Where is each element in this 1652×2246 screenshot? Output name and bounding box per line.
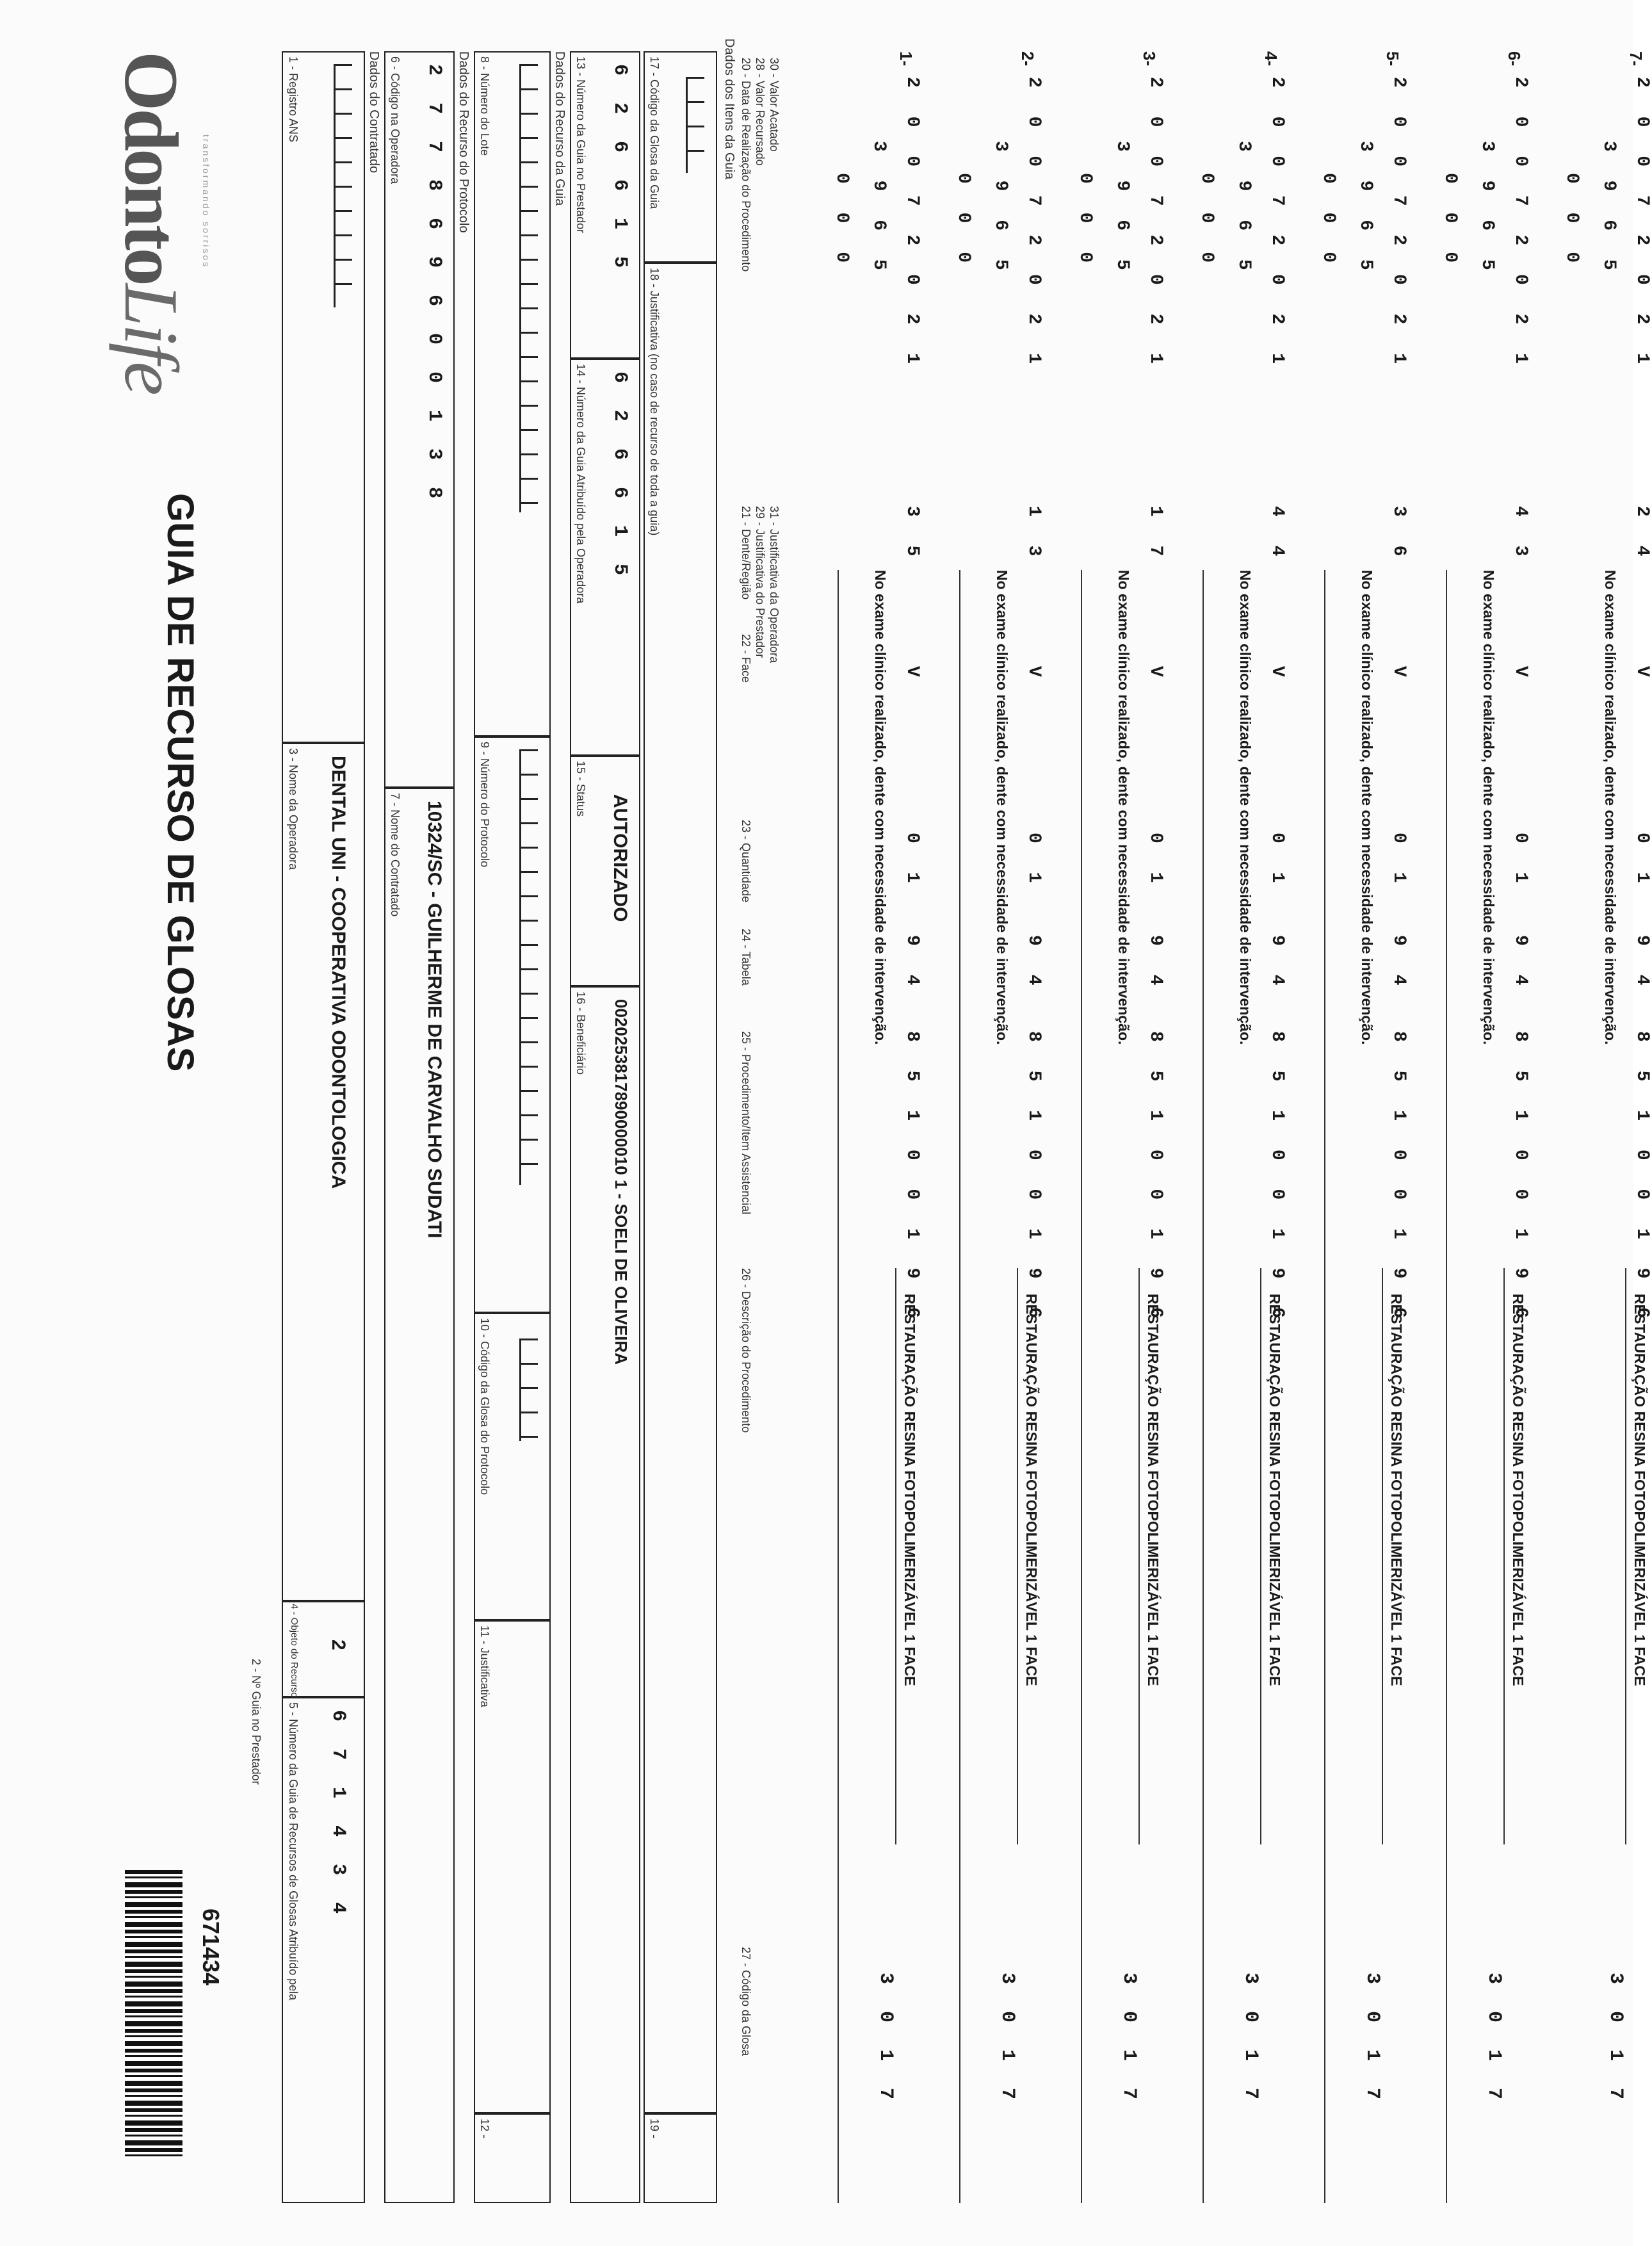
item-proc-code: 8 5 1 0 0 1 9 6 [1632,1031,1652,1328]
item-valor-acatado: 0 0 0 [832,173,852,272]
item-description: RESTAURAÇÃO RESINA FOTOPOLIMERIZÁVEL 1 FACE [1023,1294,1040,1686]
dados-guia-label: Dados do Recurso da Guia [553,51,567,206]
item-line [1503,1268,1505,1844]
item-glosa-code: 3 0 1 7 [875,1973,896,2108]
item-qty: 0 1 [902,833,922,892]
col-27-label: 27 - Código da Glosa [740,1947,752,2056]
codigo-glosa-protocolo-comb [519,1339,538,1441]
item-line [895,1268,896,1844]
nome-contratado-label: 7 - Nome do Contratado [389,793,401,917]
col-31-label: 31 - Justificativa da Operadora [768,506,781,663]
status-label: 15 - Status [574,761,587,817]
odontolife-logo: OdontoLife [109,51,194,393]
item-line [838,570,839,2203]
objeto-value: 2 [328,1640,349,1650]
item-justificativa: No exame clínico realizado, dente com necessidade de intervenção. [1480,570,1497,1045]
item-face: V [1146,666,1165,686]
item-justificativa: No exame clínico realizado, dente com necessidade de intervenção. [1237,570,1254,1045]
numero-protocolo-label: 9 - Número do Protocolo [478,742,491,868]
item-face: V [1024,666,1044,686]
item-number: 2- [1018,51,1037,67]
numero-guia-prestador-value: 6 2 6 6 1 5 [609,64,631,276]
item-line [1625,1268,1626,1844]
item-glosa-code: 3 0 1 7 [1483,1973,1505,2108]
item-date: 2 0 0 7 2 0 2 1 [1267,77,1287,373]
item-justificativa: No exame clínico realizado, dente com necessidade de intervenção. [1359,570,1375,1045]
item-tooth: 4 3 [1510,506,1530,566]
col-30-label: 30 - Valor Acatado [768,58,781,152]
item-proc-code: 8 5 1 0 0 1 9 6 [1024,1031,1044,1328]
item-tooth: 1 7 [1146,506,1165,566]
justificativa-guia-box[interactable] [644,263,717,2113]
item-line [1324,570,1325,2203]
item-face: V [1632,666,1652,686]
form-title: GUIA DE RECURSO DE GLOSAS [159,493,201,1072]
item-description: RESTAURAÇÃO RESINA FOTOPOLIMERIZÁVEL 1 FACE [902,1294,918,1686]
justificativa-guia-label: 18 - Justificativa (no caso de recurso de toda a guia) [648,268,661,536]
col-21-label: 21 - Dente/Região [740,506,752,600]
item-glosa-code: 3 0 1 7 [1118,1973,1140,2108]
item-description: RESTAURAÇÃO RESINA FOTOPOLIMERIZÁVEL 1 FACE [1632,1294,1648,1686]
item-tooth: 1 3 [1024,506,1044,566]
item-valor-acatado: 0 0 0 [1318,173,1338,272]
registro-ans-label: 1 - Registro ANS [287,56,300,143]
item-valor-recursado: 3 9 6 5 [991,141,1010,279]
item-date: 2 0 0 7 2 0 2 1 [1389,77,1409,373]
item-qty: 0 1 [1024,833,1044,892]
item-valor-recursado: 3 9 6 5 [1112,141,1132,279]
item-table: 9 4 [1389,935,1409,995]
col-25-label: 25 - Procedimento/Item Assistencial [740,1031,752,1215]
item-date: 2 0 0 7 2 0 2 1 [1632,77,1652,373]
col-23-label: 23 - Quantidade [740,820,752,903]
codigo-glosa-guia-label: 17 - Código da Glosa da Guia [648,56,661,209]
item-number: 4- [1261,51,1281,67]
numero-lote-comb [519,64,538,512]
beneficiario-value: 0020253817890000010 1 - SOELI DE OLIVEIRA [611,999,631,1365]
item-description: RESTAURAÇÃO RESINA FOTOPOLIMERIZÁVEL 1 FACE [1388,1294,1405,1686]
dados-contratado-label: Dados do Contratado [367,51,381,174]
item-valor-acatado: 0 0 0 [1075,173,1095,272]
col-24-label: 24 - Tabela [740,929,752,986]
nome-contratado: 10324/SC - GUILHERME DE CARVALHO SUDATI [424,801,445,1239]
glosa-form [102,26,1652,2229]
item-date: 2 0 0 7 2 0 2 1 [902,77,922,373]
registro-ans-box[interactable] [282,51,365,743]
codigo-operadora-value: 2 7 7 8 6 9 6 0 0 1 3 8 [423,64,445,507]
item-glosa-code: 3 0 1 7 [996,1973,1018,2108]
dados-protocolo-label: Dados do Recurso do Protocolo [457,51,471,233]
item-valor-recursado: 3 9 6 5 [869,141,889,279]
item-number: 6- [1505,51,1524,67]
item-line [1081,570,1082,2203]
item-line [1446,570,1447,2203]
item-date: 2 0 0 7 2 0 2 1 [1146,77,1165,373]
item-justificativa: No exame clínico realizado, dente com necessidade de intervenção. [872,570,889,1045]
item-proc-code: 8 5 1 0 0 1 9 6 [1267,1031,1287,1328]
item-tooth: 2 4 [1632,506,1652,566]
item-proc-code: 8 5 1 0 0 1 9 6 [1146,1031,1165,1328]
item-face: V [902,666,922,686]
numero-guia-operadora-label: 14 - Número da Guia Atribuído pela Operadora [574,364,587,604]
item-row [1165,51,1287,2216]
logo-tagline: transformando sorrisos [201,134,211,269]
item-justificativa: No exame clínico realizado, dente com necessidade de intervenção. [1602,570,1619,1045]
item-line [1260,1268,1261,1844]
barcode [125,1870,182,2158]
beneficiario-label: 16 - Beneficiário [574,991,587,1075]
operadora-box[interactable] [282,743,365,1601]
item-valor-acatado: 0 0 0 [1440,173,1460,272]
item-row [922,51,1044,2216]
numero-guia-value: 6 7 1 4 3 4 [327,1710,349,1922]
item-valor-recursado: 3 9 6 5 [1477,141,1497,279]
item-justificativa: No exame clínico realizado, dente com necessidade de intervenção. [1115,570,1132,1045]
status-value: AUTORIZADO [610,794,631,922]
item-qty: 0 1 [1146,833,1165,892]
codigo-glosa-protocolo-label: 10 - Código da Glosa do Protocolo [478,1318,491,1495]
f19-label: 19 - [648,2119,661,2139]
item-row [1044,51,1165,2216]
item-description: RESTAURAÇÃO RESINA FOTOPOLIMERIZÁVEL 1 FACE [1267,1294,1283,1686]
registro-ans-comb [334,64,352,307]
item-line [959,570,960,2203]
item-valor-acatado: 0 0 0 [953,173,973,272]
item-number: 5- [1383,51,1402,67]
item-proc-code: 8 5 1 0 0 1 9 6 [1510,1031,1530,1328]
item-qty: 0 1 [1510,833,1530,892]
item-line [1017,1268,1018,1844]
item-table: 9 4 [1510,935,1530,995]
item-row [1409,51,1530,2216]
item-table: 9 4 [902,935,922,995]
item-tooth: 3 6 [1389,506,1409,566]
item-date: 2 0 0 7 2 0 2 1 [1510,77,1530,373]
codigo-glosa-guia-comb [686,77,704,173]
item-tooth: 3 5 [902,506,922,566]
item-glosa-code: 3 0 1 7 [1361,1973,1383,2108]
item-description: RESTAURAÇÃO RESINA FOTOPOLIMERIZÁVEL 1 FACE [1145,1294,1162,1686]
col-26-label: 26 - Descrição do Procedimento [740,1268,752,1433]
item-row [1530,51,1652,2216]
item-number: 3- [1140,51,1159,67]
item-justificativa: No exame clínico realizado, dente com necessidade de intervenção. [994,570,1010,1045]
item-valor-recursado: 3 9 6 5 [1234,141,1254,279]
numero-guia-operadora-value: 6 2 6 6 1 5 [609,371,631,583]
item-qty: 0 1 [1389,833,1409,892]
item-date: 2 0 0 7 2 0 2 1 [1024,77,1044,373]
item-glosa-code: 3 0 1 7 [1605,1973,1626,2108]
numero-protocolo-comb [519,749,538,1185]
col-22-label: 22 - Face [740,634,752,683]
nome-operadora: DENTAL UNI - COOPERATIVA ODONTOLOGICA [328,756,349,1189]
item-description: RESTAURAÇÃO RESINA FOTOPOLIMERIZÁVEL 1 FACE [1510,1294,1526,1686]
objeto-label: 4 - Objeto do Recurso [289,1604,300,1698]
col-29-label: 29 - Justificativa do Prestador [754,506,766,658]
guide-no-label: 2 - Nº Guia no Prestador [250,1659,263,1785]
item-qty: 0 1 [1632,833,1652,892]
item-line [1138,1268,1140,1844]
item-table: 9 4 [1632,935,1652,995]
item-tooth: 4 4 [1267,506,1287,566]
item-line [1382,1268,1383,1844]
item-row [800,51,922,2216]
item-number: 1- [896,51,916,67]
nome-operadora-label: 3 - Nome da Operadora [287,748,300,870]
item-proc-code: 8 5 1 0 0 1 9 6 [1389,1031,1409,1328]
item-valor-recursado: 3 9 6 5 [1356,141,1375,279]
col-20-label: 20 - Data de Realização do Procedimento [740,58,752,272]
f12-label: 12 - [478,2119,491,2139]
item-table: 9 4 [1024,935,1044,995]
itens-section-label: Dados dos Itens da Guia [722,38,736,180]
item-line [1203,570,1204,2203]
numero-guia-label: 5 - Número da Guia de Recursos de Glosas Atribuído pela [287,1702,300,2001]
item-face: V [1389,666,1409,686]
codigo-operadora-label: 6 - Código na Operadora [389,56,401,184]
item-face: V [1510,666,1530,686]
item-valor-acatado: 0 0 0 [1562,173,1582,272]
numero-lote-label: 8 - Número do Lote [478,56,491,156]
item-qty: 0 1 [1267,833,1287,892]
barcode-number: 671434 [198,1908,224,1986]
item-valor-recursado: 3 9 6 5 [1599,141,1619,279]
item-face: V [1267,666,1287,686]
item-valor-acatado: 0 0 0 [1197,173,1217,272]
numero-guia-prestador-label: 13 - Número da Guia no Prestador [574,56,587,234]
justificativa-label: 11 - Justificativa [478,1625,491,1707]
item-row [1287,51,1409,2216]
item-proc-code: 8 5 1 0 0 1 9 6 [902,1031,922,1328]
item-table: 9 4 [1146,935,1165,995]
item-number: 7- [1626,51,1646,67]
item-table: 9 4 [1267,935,1287,995]
col-28-label: 28 - Valor Recursado [754,58,766,166]
item-glosa-code: 3 0 1 7 [1240,1973,1261,2108]
